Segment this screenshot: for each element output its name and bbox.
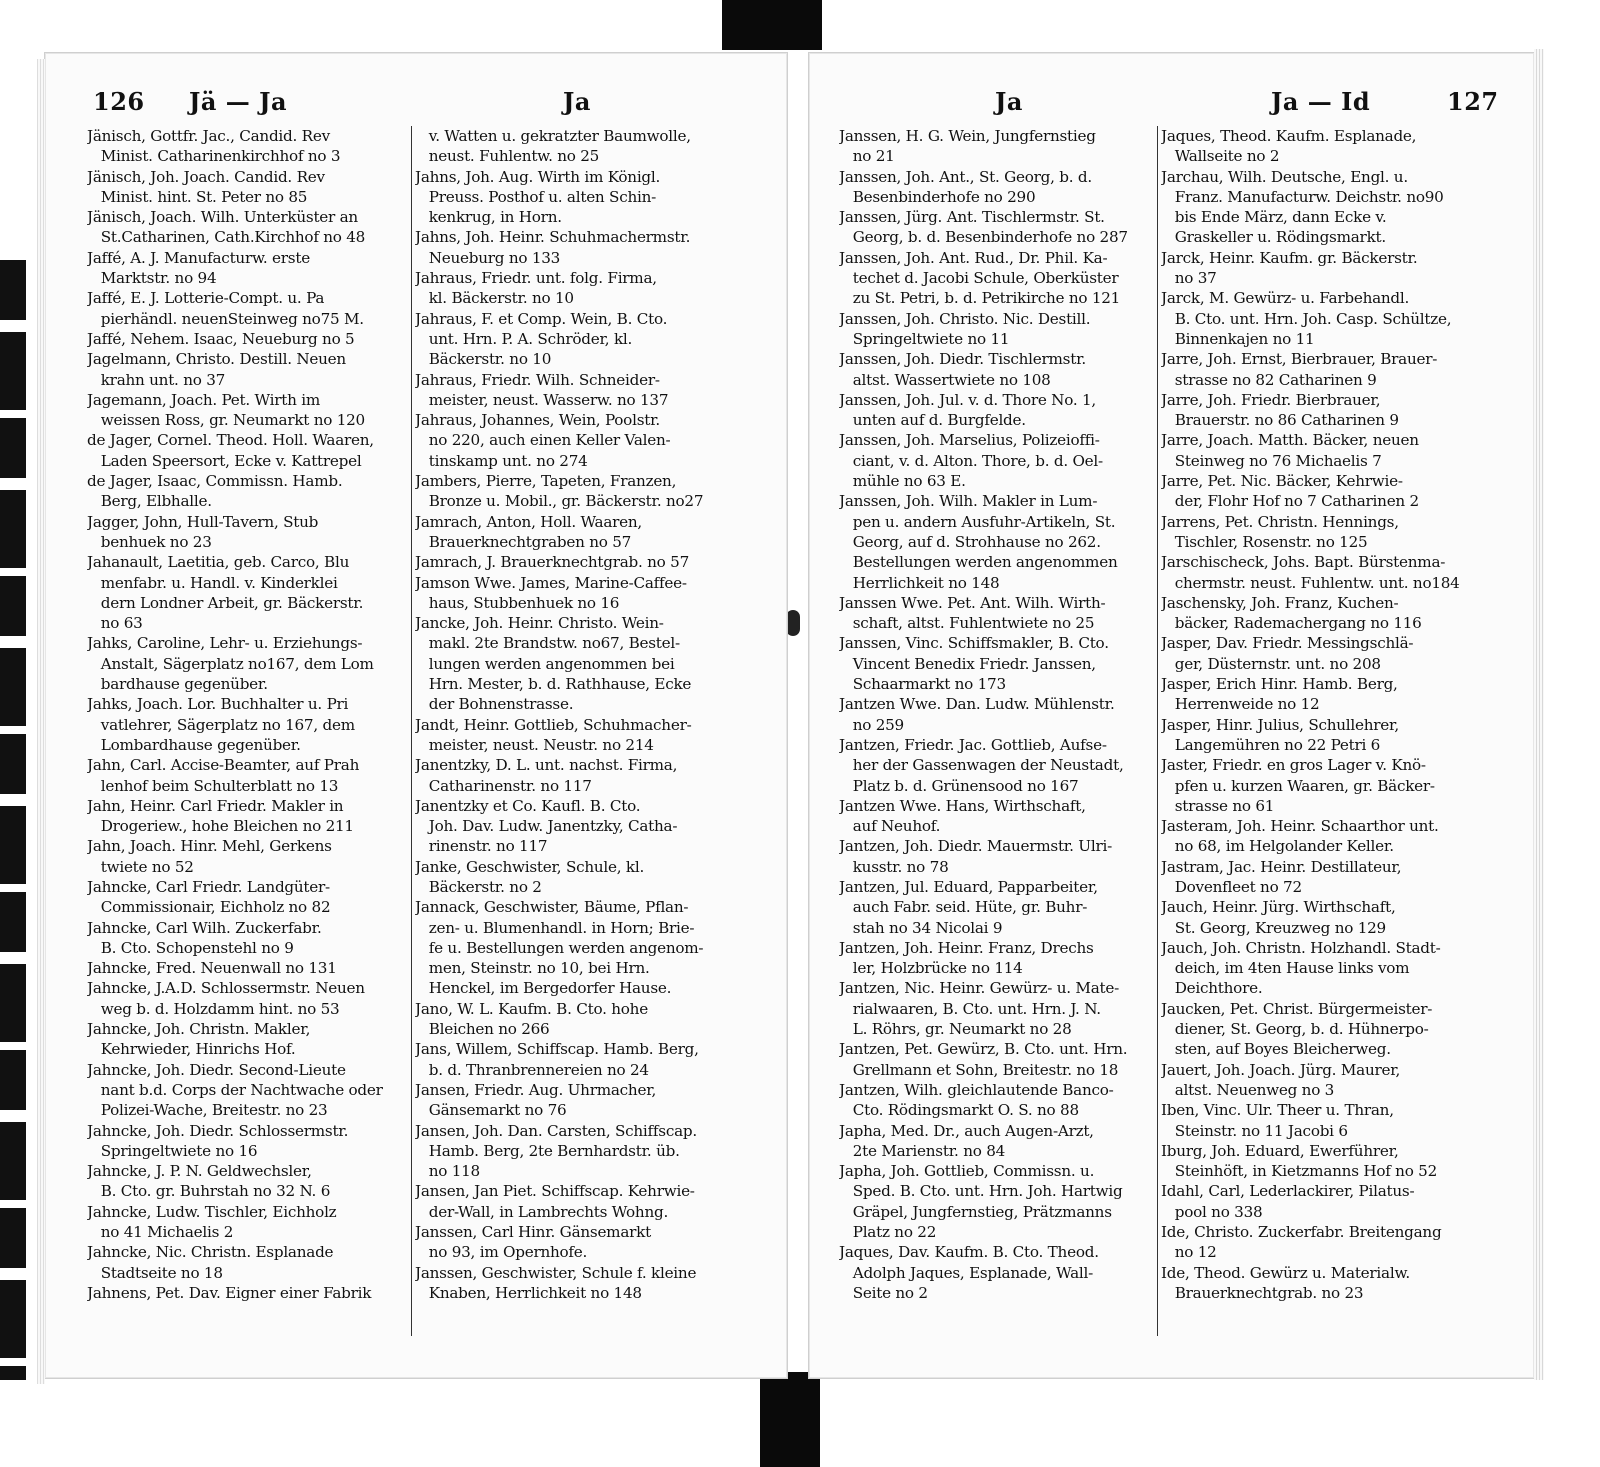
- directory-line: Steinweg no 76 Michaelis 7: [1161, 451, 1382, 470]
- directory-line: Jarrens, Pet. Christn. Hennings,: [1161, 512, 1399, 531]
- directory-line: Dovenfleet no 72: [1161, 877, 1302, 896]
- directory-line: Jantzen, Jul. Eduard, Papparbeiter,: [839, 877, 1098, 896]
- directory-line: Bäckerstr. no 2: [415, 877, 542, 896]
- directory-line: Iburg, Joh. Eduard, Ewerführer,: [1161, 1141, 1399, 1160]
- directory-line: Wallseite no 2: [1161, 147, 1280, 166]
- directory-line: Brauerstr. no 86 Catharinen 9: [1161, 411, 1399, 430]
- directory-line: Hrn. Mester, b. d. Rathhause, Ecke: [415, 675, 692, 694]
- directory-line: Jarre, Joh. Friedr. Bierbrauer,: [1161, 390, 1381, 409]
- directory-line: Jahncke, Ludw. Tischler, Eichholz: [87, 1202, 337, 1221]
- directory-line: stah no 34 Nicolai 9: [839, 918, 1003, 937]
- left-page-number: 126: [93, 87, 145, 116]
- directory-line: Bleichen no 266: [415, 1020, 550, 1039]
- directory-line: Janentzky, D. L. unt. nachst. Firma,: [415, 756, 678, 775]
- directory-line: Jansen, Joh. Dan. Carsten, Schiffscap.: [415, 1121, 697, 1140]
- directory-line: Herrenweide no 12: [1161, 695, 1320, 714]
- directory-line: Janssen, Joh. Diedr. Tischlermstr.: [839, 350, 1086, 369]
- directory-line: Jasper, Hinr. Julius, Schullehrer,: [1161, 715, 1399, 734]
- directory-line: Jauert, Joh. Joach. Jürg. Maurer,: [1161, 1060, 1401, 1079]
- directory-line: Adolph Jaques, Esplanade, Wall-: [839, 1263, 1093, 1282]
- directory-line: Janssen, Vinc. Schiffsmakler, B. Cto.: [839, 634, 1109, 653]
- directory-line: v. Watten u. gekratzter Baumwolle,: [415, 127, 691, 145]
- directory-line: vatlehrer, Sägerplatz no 167, dem: [87, 715, 355, 734]
- directory-line: mühle no 63 E.: [839, 472, 966, 491]
- directory-line: Kehrwieder, Hinrichs Hof.: [87, 1040, 296, 1059]
- directory-line: Jahncke, J.A.D. Schlossermstr. Neuen: [87, 979, 365, 998]
- directory-line: Jantzen, Joh. Diedr. Mauermstr. Ulri-: [839, 837, 1112, 856]
- directory-line: Marktstr. no 94: [87, 269, 217, 288]
- right-column-1: [839, 126, 1157, 1303]
- directory-line: strasse no 82 Catharinen 9: [1161, 370, 1377, 389]
- directory-line: Janssen Wwe. Pet. Ant. Wilh. Wirth-: [839, 593, 1106, 612]
- directory-line: Jaques, Dav. Kaufm. B. Cto. Theod.: [839, 1243, 1099, 1262]
- directory-line: Janssen, H. G. Wein, Jungfernstieg: [839, 127, 1096, 145]
- directory-line: Jamrach, Anton, Holl. Waaren,: [415, 512, 642, 531]
- directory-line: lenhof beim Schulterblatt no 13: [87, 776, 339, 795]
- directory-line: Lombardhause gegenüber.: [87, 735, 301, 754]
- directory-line: men, Steinstr. no 10, bei Hrn.: [415, 959, 650, 978]
- directory-line: Hamb. Berg, 2te Bernhardstr. üb.: [415, 1141, 680, 1160]
- directory-line: bardhause gegenüber.: [87, 675, 268, 694]
- directory-line: Jagger, John, Hull-Tavern, Stub: [87, 512, 319, 531]
- directory-line: Sped. B. Cto. unt. Hrn. Joh. Hartwig: [839, 1182, 1123, 1201]
- directory-line: Anstalt, Sägerplatz no167, dem Lom: [87, 654, 374, 673]
- directory-line: Springeltwiete no 11: [839, 329, 1010, 348]
- directory-line: kenkrug, in Horn.: [415, 208, 562, 227]
- directory-line: Jarre, Joach. Matth. Bäcker, neuen: [1161, 431, 1419, 450]
- directory-line: Minist. Catharinenkirchhof no 3: [87, 147, 341, 166]
- directory-line: auf Neuhof.: [839, 817, 941, 836]
- directory-line: Jahraus, Johannes, Wein, Poolstr.: [415, 411, 661, 430]
- directory-line: Jaffé, E. J. Lotterie-Compt. u. Pa: [87, 289, 325, 308]
- directory-line: Janssen, Joh. Christo. Nic. Destill.: [839, 309, 1091, 328]
- directory-line: Jano, W. L. Kaufm. B. Cto. hohe: [415, 999, 648, 1018]
- directory-line: B. Cto. Schopenstehl no 9: [87, 938, 294, 957]
- directory-line: der-Wall, in Lambrechts Wohng.: [415, 1202, 669, 1221]
- directory-line: Jahncke, Joh. Diedr. Schlossermstr.: [87, 1121, 349, 1140]
- directory-line: der, Flohr Hof no 7 Catharinen 2: [1161, 492, 1419, 511]
- directory-line: Joh. Dav. Ludw. Janentzky, Catha-: [415, 817, 678, 836]
- directory-line: Jahanault, Laetitia, geb. Carco, Blu: [87, 553, 350, 572]
- directory-line: Jauch, Heinr. Jürg. Wirthschaft,: [1161, 898, 1396, 917]
- directory-line: Commissionair, Eichholz no 82: [87, 898, 331, 917]
- right-column-divider: [1157, 126, 1158, 1336]
- directory-line: weg b. d. Holzdamm hint. no 53: [87, 999, 340, 1018]
- directory-line: Janssen, Joh. Ant., St. Georg, b. d.: [839, 167, 1092, 186]
- cropped-edge-strip: [0, 260, 26, 1380]
- directory-line: Jahncke, Nic. Christn. Esplanade: [87, 1243, 334, 1262]
- directory-line: Vincent Benedix Friedr. Janssen,: [839, 654, 1096, 673]
- directory-line: no 12: [1161, 1243, 1217, 1262]
- right-column-2: [1161, 126, 1479, 1303]
- directory-line: Jantzen, Wilh. gleichlautende Banco-: [839, 1080, 1114, 1099]
- directory-line: Iben, Vinc. Ulr. Theer u. Thran,: [1161, 1101, 1394, 1120]
- directory-line: Janke, Geschwister, Schule, kl.: [415, 857, 645, 876]
- directory-line: lungen werden angenommen bei: [415, 654, 675, 673]
- directory-line: Jambers, Pierre, Tapeten, Franzen,: [415, 472, 677, 491]
- directory-line: pierhändl. neuenSteinweg no75 M.: [87, 309, 364, 328]
- directory-line: Jaffé, Nehem. Isaac, Neueburg no 5: [87, 329, 355, 348]
- directory-line: Binnenkajen no 11: [1161, 329, 1315, 348]
- directory-line: Gänsemarkt no 76: [415, 1101, 567, 1120]
- directory-line: sten, auf Boyes Bleicherweg.: [1161, 1040, 1391, 1059]
- directory-line: Jahks, Joach. Lor. Buchhalter u. Pri: [87, 695, 349, 714]
- directory-line: L. Röhrs, gr. Neumarkt no 28: [839, 1020, 1072, 1039]
- directory-line: meister, neust. Wasserw. no 137: [415, 390, 669, 409]
- directory-line: Janssen, Joh. Ant. Rud., Dr. Phil. Ka-: [839, 248, 1108, 267]
- directory-line: Janentzky et Co. Kaufl. B. Cto.: [415, 796, 641, 815]
- directory-line: Jahks, Caroline, Lehr- u. Erziehungs-: [87, 634, 363, 653]
- directory-line: no 63: [87, 614, 143, 633]
- directory-line: Jagemann, Joach. Pet. Wirth im: [87, 390, 320, 409]
- directory-line: Jahraus, Friedr. Wilh. Schneider-: [415, 370, 660, 389]
- right-page-number: 127: [1447, 87, 1499, 116]
- directory-line: Jasper, Dav. Friedr. Messingschlä-: [1161, 634, 1414, 653]
- directory-line: pen u. andern Ausfuhr-Artikeln, St.: [839, 512, 1116, 531]
- directory-line: Jaffé, A. J. Manufacturw. erste: [87, 248, 310, 267]
- spine-shadow-bottom: [760, 1372, 820, 1467]
- left-column-divider: [411, 126, 412, 1336]
- directory-line: Catharinenstr. no 117: [415, 776, 592, 795]
- directory-line: Jahncke, J. P. N. Geldwechsler,: [87, 1162, 312, 1181]
- directory-line: kl. Bäckerstr. no 10: [415, 289, 574, 308]
- directory-line: Steinhöft, in Kietzmanns Hof no 52: [1161, 1162, 1437, 1181]
- directory-line: St.Catharinen, Cath.Kirchhof no 48: [87, 228, 366, 247]
- directory-line: no 68, im Helgolander Keller.: [1161, 837, 1394, 856]
- directory-line: Japha, Med. Dr., auch Augen-Arzt,: [839, 1121, 1094, 1140]
- directory-line: Bronze u. Mobil., gr. Bäckerstr. no27: [415, 492, 704, 511]
- directory-line: Berg, Elbhalle.: [87, 492, 212, 511]
- directory-line: no 220, auch einen Keller Valen-: [415, 431, 671, 450]
- directory-line: Steinstr. no 11 Jacobi 6: [1161, 1121, 1348, 1140]
- directory-line: strasse no 61: [1161, 796, 1275, 815]
- directory-line: Jasteram, Joh. Heinr. Schaarthor unt.: [1161, 817, 1439, 836]
- directory-line: Jagelmann, Christo. Destill. Neuen: [87, 350, 346, 369]
- directory-line: Besenbinderhofe no 290: [839, 187, 1036, 206]
- directory-line: unt. Hrn. P. A. Schröder, kl.: [415, 329, 633, 348]
- right-header-range: Ja — Id: [1271, 87, 1371, 116]
- directory-line: Georg, b. d. Besenbinderhofe no 287: [839, 228, 1128, 247]
- left-header-range: Jä — Ja: [189, 87, 288, 116]
- directory-line: Jantzen Wwe. Hans, Wirthschaft,: [839, 796, 1086, 815]
- directory-line: Cto. Rödingsmarkt O. S. no 88: [839, 1101, 1079, 1120]
- spine-shadow-top: [722, 0, 822, 50]
- directory-line: ciant, v. d. Alton. Thore, b. d. Oel-: [839, 451, 1103, 470]
- directory-line: Franz. Manufacturw. Deichstr. no90: [1161, 187, 1444, 206]
- directory-line: Tischler, Rosenstr. no 125: [1161, 532, 1368, 551]
- directory-line: Jasper, Erich Hinr. Hamb. Berg,: [1161, 675, 1398, 694]
- directory-line: rinenstr. no 117: [415, 837, 548, 856]
- directory-line: Jahns, Joh. Aug. Wirth im Königl.: [415, 167, 661, 186]
- directory-line: Knaben, Herrlichkeit no 148: [415, 1283, 642, 1302]
- directory-line: dern Londner Arbeit, gr. Bäckerstr.: [87, 593, 364, 612]
- directory-line: Jaques, Theod. Kaufm. Esplanade,: [1161, 127, 1417, 145]
- directory-line: Jahn, Carl. Accise-Beamter, auf Prah: [87, 756, 360, 775]
- directory-line: Jarre, Pet. Nic. Bäcker, Kehrwie-: [1161, 472, 1403, 491]
- directory-line: tinskamp unt. no 274: [415, 451, 588, 470]
- directory-line: Jaschensky, Joh. Franz, Kuchen-: [1161, 593, 1399, 612]
- left-column-1: [87, 126, 405, 1303]
- directory-line: Jahn, Joach. Hinr. Mehl, Gerkens: [87, 837, 332, 856]
- directory-line: no 93, im Opernhofe.: [415, 1243, 588, 1262]
- directory-line: B. Cto. unt. Hrn. Joh. Casp. Schültze,: [1161, 309, 1452, 328]
- directory-line: ler, Holzbrücke no 114: [839, 959, 1023, 978]
- directory-line: B. Cto. gr. Buhrstah no 32 N. 6: [87, 1182, 331, 1201]
- directory-line: Jansen, Friedr. Aug. Uhrmacher,: [415, 1080, 657, 1099]
- directory-line: Jänisch, Joh. Joach. Candid. Rev: [87, 167, 325, 186]
- directory-line: deich, im 4ten Hause links vom: [1161, 959, 1410, 978]
- directory-line: Jamrach, J. Brauerknechtgrab. no 57: [415, 553, 689, 572]
- binding-hole: [786, 610, 800, 636]
- directory-line: fe u. Bestellungen werden angenom-: [415, 938, 704, 957]
- directory-line: Ide, Christo. Zuckerfabr. Breitengang: [1161, 1223, 1442, 1242]
- directory-line: Jaster, Friedr. en gros Lager v. Knö-: [1161, 756, 1426, 775]
- directory-line: Neueburg no 133: [415, 248, 561, 267]
- directory-line: meister, neust. Neustr. no 214: [415, 735, 654, 754]
- directory-line: benhuek no 23: [87, 532, 212, 551]
- directory-line: Jantzen, Nic. Heinr. Gewürz- u. Mate-: [839, 979, 1120, 998]
- directory-line: bis Ende März, dann Ecke v.: [1161, 208, 1387, 227]
- directory-line: Janssen, Geschwister, Schule f. kleine: [415, 1263, 697, 1282]
- directory-line: Henckel, im Bergedorfer Hause.: [415, 979, 672, 998]
- directory-line: pfen u. kurzen Waaren, gr. Bäcker-: [1161, 776, 1435, 795]
- directory-line: Jaucken, Pet. Christ. Bürgermeister-: [1161, 999, 1433, 1018]
- directory-line: Jastram, Jac. Heinr. Destillateur,: [1161, 857, 1402, 876]
- directory-line: zen- u. Blumenhandl. in Horn; Brie-: [415, 918, 695, 937]
- directory-line: Ide, Theod. Gewürz u. Materialw.: [1161, 1263, 1410, 1282]
- directory-line: Deichthore.: [1161, 979, 1263, 998]
- directory-line: Janssen, Joh. Marselius, Polizeioffi-: [839, 431, 1100, 450]
- directory-line: Jahns, Joh. Heinr. Schuhmachermstr.: [415, 228, 691, 247]
- directory-line: Herrlichkeit no 148: [839, 573, 1000, 592]
- directory-line: Georg, auf d. Strohhause no 262.: [839, 532, 1101, 551]
- directory-line: de Jager, Cornel. Theod. Holl. Waaren,: [87, 431, 374, 450]
- directory-line: weissen Ross, gr. Neumarkt no 120: [87, 411, 365, 430]
- directory-line: Jarck, Heinr. Kaufm. gr. Bäckerstr.: [1161, 248, 1418, 267]
- directory-line: Bäckerstr. no 10: [415, 350, 552, 369]
- directory-line: zu St. Petri, b. d. Petrikirche no 121: [839, 289, 1121, 308]
- directory-line: Jahraus, Friedr. unt. folg. Firma,: [415, 269, 657, 288]
- directory-line: neust. Fuhlentw. no 25: [415, 147, 600, 166]
- directory-line: Preuss. Posthof u. alten Schin-: [415, 187, 657, 206]
- directory-line: kusstr. no 78: [839, 857, 949, 876]
- directory-line: Japha, Joh. Gottlieb, Commissn. u.: [839, 1162, 1095, 1181]
- left-column-2: [415, 126, 733, 1303]
- directory-line: Jahnens, Pet. Dav. Eigner einer Fabrik: [87, 1283, 372, 1302]
- directory-line: Platz no 22: [839, 1223, 937, 1242]
- directory-line: Platz b. d. Grünensood no 167: [839, 776, 1079, 795]
- directory-line: altst. Wassertwiete no 108: [839, 370, 1051, 389]
- directory-line: Polizei-Wache, Breitestr. no 23: [87, 1101, 328, 1120]
- directory-line: St. Georg, Kreuzweg no 129: [1161, 918, 1386, 937]
- directory-line: Jantzen, Friedr. Jac. Gottlieb, Aufse-: [839, 735, 1107, 754]
- directory-line: unten auf d. Burgfelde.: [839, 411, 1026, 430]
- directory-line: Brauerknechtgrab. no 23: [1161, 1283, 1364, 1302]
- directory-line: Jauch, Joh. Christn. Holzhandl. Stadt-: [1161, 938, 1441, 957]
- directory-line: Jarck, M. Gewürz- u. Farbehandl.: [1161, 289, 1410, 308]
- directory-line: Graskeller u. Rödingsmarkt.: [1161, 228, 1386, 247]
- directory-line: Jantzen, Pet. Gewürz, B. Cto. unt. Hrn.: [839, 1040, 1128, 1059]
- right-page: [808, 52, 1535, 1379]
- left-page: [44, 52, 788, 1379]
- directory-line: Jans, Willem, Schiffscap. Hamb. Berg,: [415, 1040, 699, 1059]
- directory-line: diener, St. Georg, b. d. Hühnerpo-: [1161, 1020, 1429, 1039]
- directory-line: haus, Stubbenhuek no 16: [415, 593, 620, 612]
- directory-line: menfabr. u. Handl. v. Kinderklei: [87, 573, 338, 592]
- directory-line: auch Fabr. seid. Hüte, gr. Buhr-: [839, 898, 1088, 917]
- directory-line: her der Gassenwagen der Neustadt,: [839, 756, 1124, 775]
- directory-line: no 118: [415, 1162, 480, 1181]
- right-header-center: Ja: [995, 87, 1023, 116]
- directory-line: Langemühren no 22 Petri 6: [1161, 735, 1381, 754]
- directory-line: Stadtseite no 18: [87, 1263, 223, 1282]
- directory-line: Jannack, Geschwister, Bäume, Pflan-: [415, 898, 689, 917]
- directory-line: makl. 2te Brandstw. no67, Bestel-: [415, 634, 680, 653]
- left-header-center: Ja: [563, 87, 591, 116]
- directory-line: Jarre, Joh. Ernst, Bierbrauer, Brauer-: [1161, 350, 1438, 369]
- directory-line: Jarschischeck, Johs. Bapt. Bürstenma-: [1161, 553, 1446, 572]
- directory-line: Janssen, Jürg. Ant. Tischlermstr. St.: [839, 208, 1105, 227]
- directory-line: Jahncke, Carl Wilh. Zuckerfabr.: [87, 918, 322, 937]
- directory-line: techet d. Jacobi Schule, Oberküster: [839, 269, 1119, 288]
- directory-line: 2te Marienstr. no 84: [839, 1141, 1006, 1160]
- directory-line: bäcker, Rademachergang no 116: [1161, 614, 1422, 633]
- directory-line: Jahncke, Joh. Diedr. Second-Lieute: [87, 1060, 346, 1079]
- directory-line: Jancke, Joh. Heinr. Christo. Wein-: [415, 614, 664, 633]
- directory-line: no 41 Michaelis 2: [87, 1223, 234, 1242]
- directory-line: Jantzen Wwe. Dan. Ludw. Mühlenstr.: [839, 695, 1115, 714]
- directory-line: Brauerknechtgraben no 57: [415, 532, 632, 551]
- directory-line: Jahncke, Carl Friedr. Landgüter-: [87, 877, 330, 896]
- directory-line: no 259: [839, 715, 904, 734]
- directory-line: Jänisch, Joach. Wilh. Unterküster an: [87, 208, 358, 227]
- directory-line: Jamson Wwe. James, Marine-Caffee-: [415, 573, 687, 592]
- directory-line: altst. Neuenweg no 3: [1161, 1080, 1335, 1099]
- directory-line: Jansen, Jan Piet. Schiffscap. Kehrwie-: [415, 1182, 695, 1201]
- directory-line: Jahncke, Fred. Neuenwall no 131: [87, 959, 337, 978]
- directory-line: schaft, altst. Fuhlentwiete no 25: [839, 614, 1095, 633]
- directory-line: Grellmann et Sohn, Breitestr. no 18: [839, 1060, 1119, 1079]
- directory-line: Minist. hint. St. Peter no 85: [87, 187, 308, 206]
- directory-line: pool no 338: [1161, 1202, 1263, 1221]
- directory-line: Gräpel, Jungfernstieg, Prätzmanns: [839, 1202, 1112, 1221]
- directory-line: Bestellungen werden angenommen: [839, 553, 1118, 572]
- directory-line: nant b.d. Corps der Nachtwache oder: [87, 1080, 383, 1099]
- directory-line: der Bohnenstrasse.: [415, 695, 574, 714]
- directory-line: no 21: [839, 147, 895, 166]
- directory-line: no 37: [1161, 269, 1217, 288]
- directory-line: Janssen, Joh. Wilh. Makler in Lum-: [839, 492, 1098, 511]
- directory-line: de Jager, Isaac, Commissn. Hamb.: [87, 472, 343, 491]
- directory-line: Jahncke, Joh. Christn. Makler,: [87, 1020, 311, 1039]
- directory-line: Jarchau, Wilh. Deutsche, Engl. u.: [1161, 167, 1408, 186]
- directory-line: Jahraus, F. et Comp. Wein, B. Cto.: [415, 309, 668, 328]
- directory-line: Schaarmarkt no 173: [839, 675, 1006, 694]
- directory-line: Laden Speersort, Ecke v. Kattrepel: [87, 451, 362, 470]
- directory-line: Janssen, Carl Hinr. Gänsemarkt: [415, 1223, 651, 1242]
- directory-line: b. d. Thranbrennereien no 24: [415, 1060, 649, 1079]
- directory-line: Jänisch, Gottfr. Jac., Candid. Rev: [87, 127, 330, 145]
- directory-line: chermstr. neust. Fuhlentw. unt. no184: [1161, 573, 1460, 592]
- directory-line: Janssen, Joh. Jul. v. d. Thore No. 1,: [839, 390, 1096, 409]
- directory-line: rialwaaren, B. Cto. unt. Hrn. J. N.: [839, 999, 1101, 1018]
- directory-line: krahn unt. no 37: [87, 370, 226, 389]
- directory-line: Springeltwiete no 16: [87, 1141, 258, 1160]
- directory-line: Drogeriew., hohe Bleichen no 211: [87, 817, 354, 836]
- directory-line: Idahl, Carl, Lederlackirer, Pilatus-: [1161, 1182, 1415, 1201]
- directory-line: Jantzen, Joh. Heinr. Franz, Drechs: [839, 938, 1094, 957]
- directory-line: Seite no 2: [839, 1283, 928, 1302]
- directory-line: Jahn, Heinr. Carl Friedr. Makler in: [87, 796, 344, 815]
- directory-line: Jandt, Heinr. Gottlieb, Schuhmacher-: [415, 715, 692, 734]
- directory-line: twiete no 52: [87, 857, 194, 876]
- directory-line: ger, Düsternstr. unt. no 208: [1161, 654, 1381, 673]
